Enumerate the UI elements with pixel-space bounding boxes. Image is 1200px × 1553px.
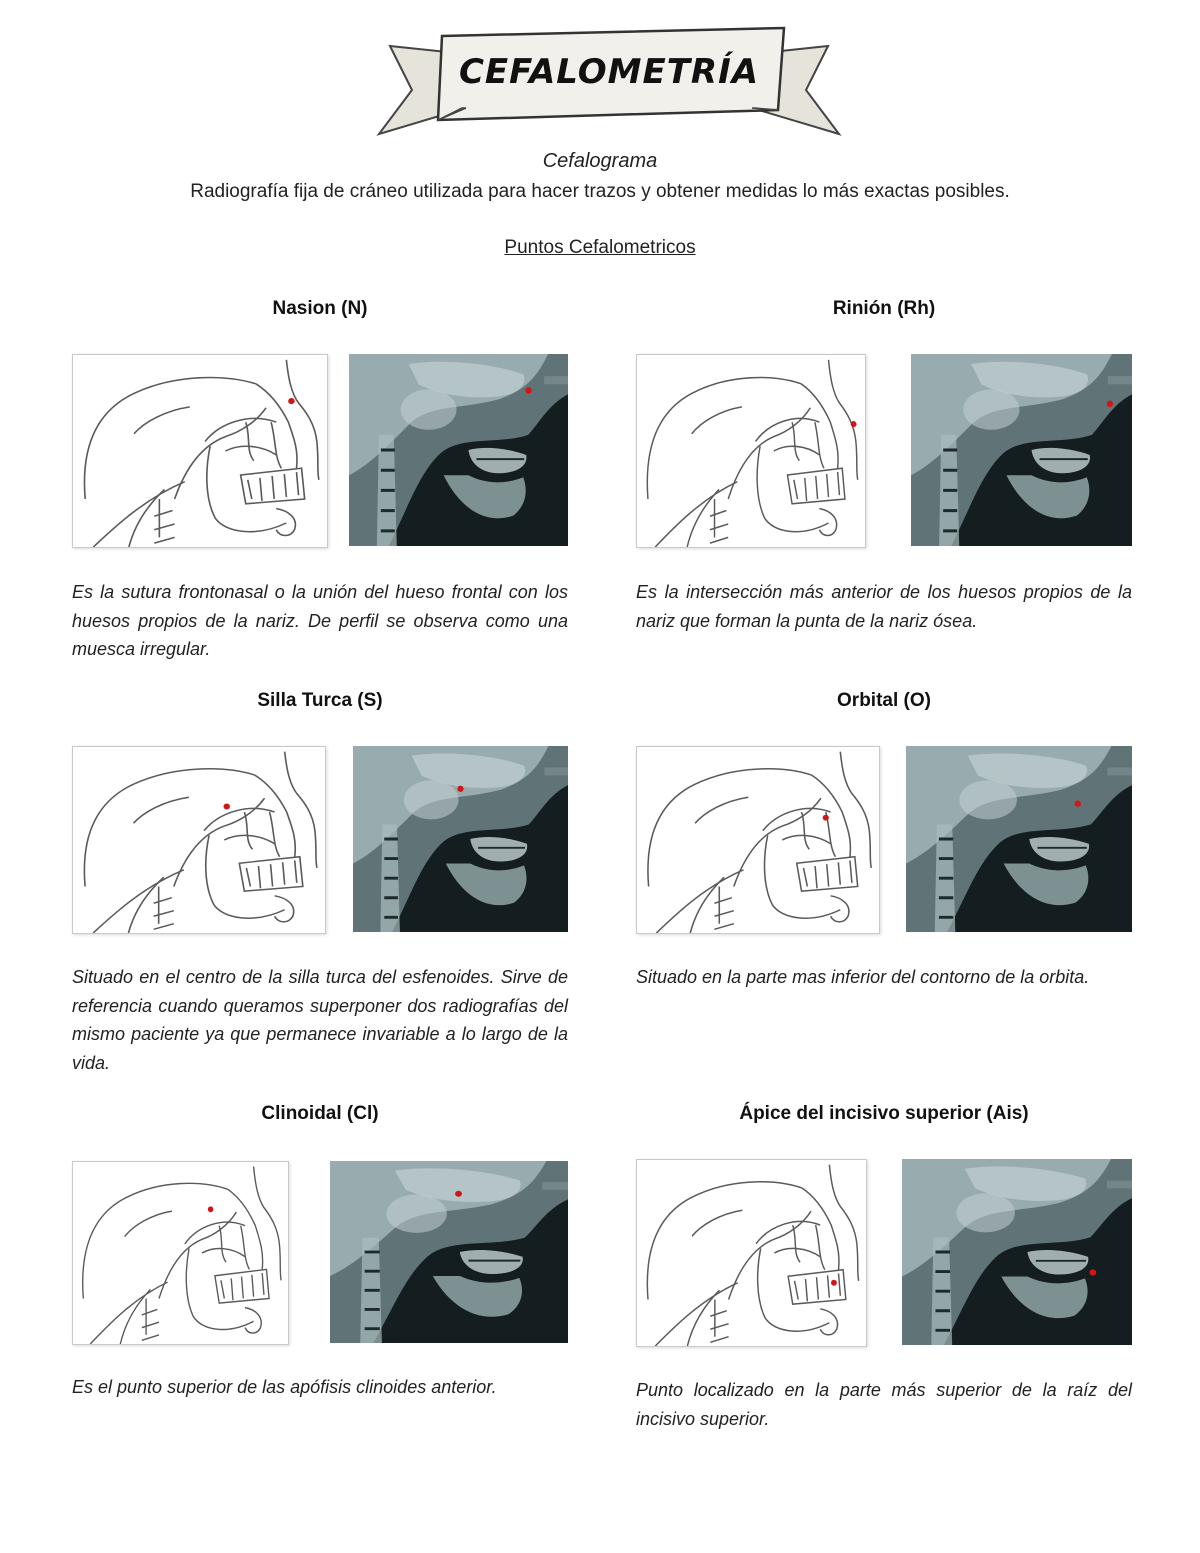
point-title: Silla Turca (S) bbox=[257, 690, 383, 711]
point-marker bbox=[831, 1280, 837, 1286]
point-description: Es la sutura frontonasal o la unión del hueso frontal con los huesos propios de la nariz. De perfil se observa como una muesca irregular. bbox=[72, 582, 568, 659]
tracing-diagram bbox=[72, 746, 326, 934]
definition-text: Radiografía fija de cráneo utilizada para hacer trazos y obtener medidas lo más exactas posibles. bbox=[190, 181, 1010, 202]
point-description: Es la intersección más anterior de los huesos propios de la nariz que forman la punta de la nariz ósea. bbox=[636, 582, 1132, 631]
page-title: CEFALOMETRÍA bbox=[458, 52, 760, 92]
point-marker bbox=[288, 398, 295, 404]
tracing-diagram bbox=[72, 1161, 289, 1345]
point-card-apice-incisivo bbox=[636, 1103, 1132, 1443]
point-marker bbox=[208, 1206, 214, 1212]
point-title: Ápice del incisivo superior (Ais) bbox=[739, 1103, 1029, 1124]
point-card-silla-turca bbox=[72, 690, 568, 1080]
point-title: Clinoidal (Cl) bbox=[261, 1103, 379, 1124]
point-marker bbox=[823, 815, 829, 821]
point-marker bbox=[525, 387, 531, 393]
point-marker bbox=[1090, 1269, 1097, 1275]
subtitle: Cefalograma bbox=[542, 150, 658, 172]
point-description: Situado en la parte mas inferior del contorno de la orbita. bbox=[636, 967, 1090, 987]
tracing-diagram bbox=[636, 1159, 867, 1347]
point-description: Es el punto superior de las apófisis clinoides anterior. bbox=[72, 1377, 497, 1397]
point-title: Rinión (Rh) bbox=[832, 298, 936, 319]
point-marker bbox=[1074, 801, 1081, 807]
xray-image bbox=[902, 1159, 1132, 1345]
point-description: Punto localizado en la parte más superior de la raíz del incisivo superior. bbox=[636, 1380, 1132, 1429]
point-marker bbox=[1107, 401, 1113, 407]
xray-image bbox=[911, 354, 1132, 546]
point-title: Nasion (N) bbox=[272, 298, 368, 319]
point-card-rinion bbox=[636, 298, 1132, 668]
point-card-clinoidal bbox=[72, 1103, 568, 1443]
point-description: Situado en el centro de la silla turca del esfenoides. Sirve de referencia cuando queramos superponer dos radiografías del mismo paciente ya que permanece invariable a lo largo de la vida. bbox=[72, 967, 568, 1073]
point-marker bbox=[457, 786, 463, 792]
title-banner bbox=[376, 24, 842, 140]
point-card-nasion bbox=[72, 298, 568, 668]
point-marker bbox=[455, 1191, 462, 1197]
point-title: Orbital (O) bbox=[837, 690, 931, 711]
tracing-diagram bbox=[72, 354, 328, 548]
tracing-diagram bbox=[636, 746, 880, 934]
point-marker bbox=[851, 421, 857, 427]
section-title: Puntos Cefalometricos bbox=[504, 237, 696, 258]
point-card-orbital bbox=[636, 690, 1132, 1080]
point-marker bbox=[223, 804, 229, 810]
xray-image bbox=[353, 746, 568, 932]
xray-image bbox=[349, 354, 568, 546]
tracing-diagram bbox=[636, 354, 866, 548]
xray-image bbox=[906, 746, 1132, 932]
xray-image bbox=[330, 1161, 568, 1343]
